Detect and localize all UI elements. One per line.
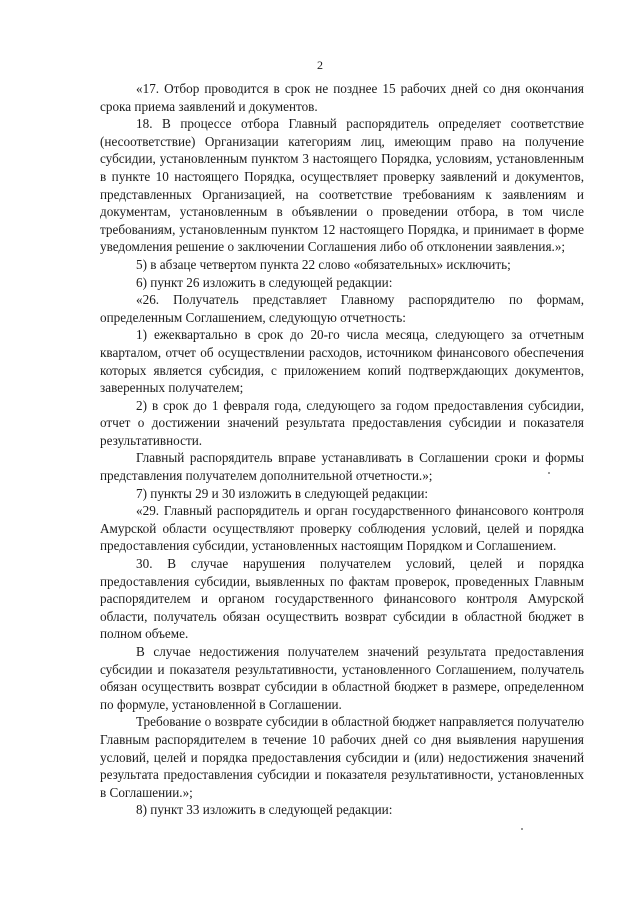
paragraph-30: 30. В случае нарушения получателем условий, целей и порядка предоставления субсидии, выявленных по фактам проверок, проведенных Главным распорядителем и органом государственного финансового контроля Амурской области, получатель обязан осуществить возврат субсидии в областной бюджет в полном объеме.	[100, 556, 584, 642]
amendment-item-5: 5) в абзаце четвертом пункта 22 слово «обязательных» исключить;	[136, 256, 511, 272]
scan-speck	[548, 472, 550, 474]
paragraph-26-closing: Главный распорядитель вправе устанавливать в Соглашении сроки и формы представления получателем дополнительной отчетности.»;	[100, 450, 584, 484]
paragraph-30-part-3: Требование о возврате субсидии в областной бюджет направляется получателю Главным распорядителем в течение 10 рабочих дней со дня выявления нарушения условий, целей и порядка предоставления субсидии и (или) недостижения значений результата предоставления субсидии и показателя результативности, установленных в Соглашении.»;	[100, 714, 584, 800]
document-body	[100, 80, 584, 819]
paragraph-29: «29. Главный распорядитель и орган государственного финансового контроля Амурской области осуществляют проверку соблюдения условий, целей и порядка предоставления субсидии, установленных настоящим Порядком и Соглашением.	[100, 503, 584, 554]
paragraph-17: «17. Отбор проводится в срок не позднее 15 рабочих дней со дня окончания срока приема заявлений и документов.	[100, 81, 584, 114]
scan-speck	[521, 828, 523, 830]
amendment-item-8: 8) пункт 33 изложить в следующей редакции:	[136, 802, 393, 818]
paragraph-26-subitem-1: 1) ежеквартально в срок до 20-го числа месяца, следующего за отчетным кварталом, отчет об осуществлении расходов, источником финансового обеспечения которых является субсидия, с приложением копий подтверждающих документов, заверенных получателем;	[100, 327, 584, 396]
paragraph-18: 18. В процессе отбора Главный распорядитель определяет соответствие (несоответствие) Организации категориям лиц, имеющим право на получение субсидии, установленным пунктом 3 настоящего Порядка, условиям, установленным в пункте 10 настоящего Порядка, осуществляет проверку заявлений и документов, представленных Организацией, на соответствие требованиям к заявлениям и документам, установленным в объявлении о проведении отбора, в том числе требованиям, установленным пунктом 12 настоящего Порядка, и принимает в форме уведомления решение о заключении Соглашения либо об отклонении заявления.»;	[100, 116, 584, 255]
paragraph-30-part-2: В случае недостижения получателем значений результата предоставления субсидии и показателя результативности, установленного Соглашением, получатель обязан осуществить возврат субсидии в областной бюджет в размере, определенном по формуле, установленной в Соглашении.	[100, 644, 584, 712]
page-number: 2	[317, 58, 323, 72]
paragraph-26-subitem-2: 2) в срок до 1 февраля года, следующего за годом предоставления субсидии, отчет о достижении значений результата предоставления субсидии и показателя результативности.	[100, 397, 584, 448]
amendment-item-7: 7) пункты 29 и 30 изложить в следующей редакции:	[136, 485, 429, 501]
amendment-item-6: 6) пункт 26 изложить в следующей редакции:	[136, 274, 393, 290]
paragraph-26: «26. Получатель представляет Главному распорядителю по формам, определенным Соглашением, следующую отчетность:	[100, 292, 584, 325]
